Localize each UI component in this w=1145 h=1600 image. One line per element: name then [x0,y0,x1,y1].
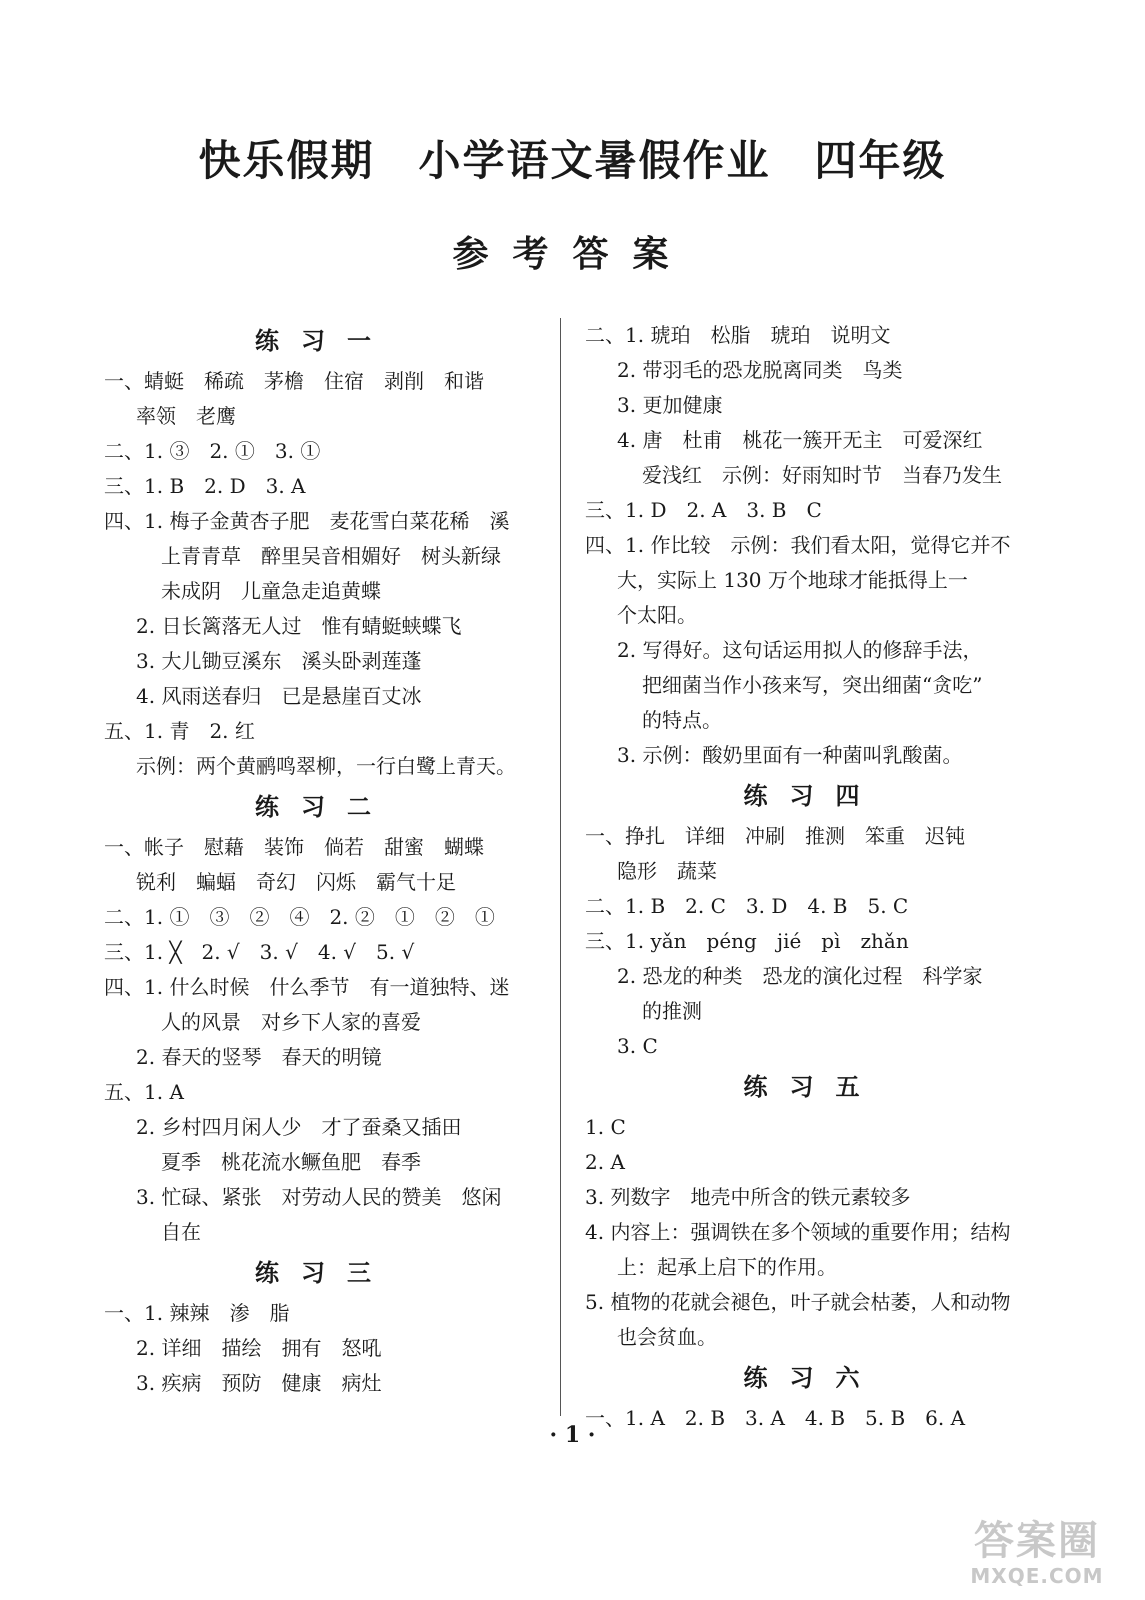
answer-line: 隐形 蔬菜 [617,859,717,883]
answer-line: 2. 恐龙的种类 恐龙的演化过程 科学家 [617,964,983,988]
answer-line: 3. 更加健康 [617,393,723,417]
answer-key-heading: 参考答案 [452,234,693,275]
answer-line: 一、挣扎 详细 冲刷 推测 笨重 迟钝 [585,824,965,848]
watermark-logo [937,1518,1137,1592]
answer-line: 2. 乡村四月闲人少 才了蚕桑又插田 [136,1115,462,1139]
answer-line: 2. 带羽毛的恐龙脱离同类 鸟类 [617,358,903,382]
answer-line: 把细菌当作小孩来写，突出细菌“贪吃” [642,673,983,697]
answer-line: 3. 疾病 预防 健康 病灶 [136,1371,382,1395]
section-title-exercise-3: 练习三 [255,1259,393,1287]
section-title-exercise-5: 练习五 [743,1073,882,1101]
answer-line: 2. 日长篱落无人过 惟有蜻蜓蛱蝶飞 [136,614,462,638]
answer-line: 三、1. yǎn péng jié pì zhǎn [585,929,909,953]
answer-line: 率领 老鹰 [136,404,236,428]
answer-line: 示例：两个黄鹂鸣翠柳，一行白鹭上青天。 [136,754,516,778]
answer-line: 4. 唐 杜甫 桃花一簇开无主 可爱深红 [617,428,983,452]
section-title-exercise-6: 练习六 [743,1364,882,1392]
answer-line: 3. C [617,1034,658,1058]
right-column [585,318,1040,1436]
answer-line: 四、1. 作比较 示例：我们看太阳，觉得它并不 [585,533,1011,557]
answer-line: 二、1. ① ③ ② ④ 2. ② ① ② ① [104,905,495,929]
answer-line: 4. 内容上：强调铁在多个领域的重要作用；结构 [585,1220,1011,1244]
answer-line: 三、1. ╳ 2. √ 3. √ 4. √ 5. √ [104,940,415,964]
answer-line: 四、1. 什么时候 什么季节 有一道独特、迷 [104,975,510,999]
answer-line: 2. 详细 描绘 拥有 怒吼 [136,1336,382,1360]
answer-line: 也会贫血。 [617,1325,717,1349]
answer-line: 上青青草 醉里吴音相媚好 树头新绿 [161,544,501,568]
answer-line: 二、1. B 2. C 3. D 4. B 5. C [585,894,909,918]
answer-line: 二、1. 琥珀 松脂 琥珀 说明文 [585,323,891,347]
answer-line: 2. 写得好。这句话运用拟人的修辞手法， [617,638,983,662]
column-divider [560,318,561,1416]
answer-line: 一、蜻蜓 稀疏 茅檐 住宿 剥削 和谐 [104,369,484,393]
answer-line: 的特点。 [642,708,722,732]
watermark-text: 答案圈 [974,1518,1100,1564]
answer-line: 一、帐子 慰藉 装饰 倘若 甜蜜 蝴蝶 [104,835,484,859]
answer-line: 4. 风雨送春归 已是悬崖百丈冰 [136,684,422,708]
answer-line: 个太阳。 [617,603,697,627]
watermark-domain: MXQE.COM [970,1564,1104,1588]
answer-line: 3. 大儿锄豆溪东 溪头卧剥莲蓬 [136,649,422,673]
answer-line: 一、1. 辣辣 渗 脂 [104,1301,290,1325]
section-title-exercise-1: 练习一 [255,327,393,355]
answer-line: 人的风景 对乡下人家的喜爱 [161,1010,421,1034]
answer-line: 3. 忙碌、紧张 对劳动人民的赞美 悠闲 [136,1185,502,1209]
answer-line: 四、1. 梅子金黄杏子肥 麦花雪白菜花稀 溪 [104,509,510,533]
section-title-exercise-2: 练习二 [255,793,393,821]
page-number: · 1 · [549,1422,596,1448]
section-title-exercise-4: 练习四 [743,782,882,810]
left-column [104,318,544,1401]
answer-line: 爱浅红 示例：好雨知时节 当春乃发生 [642,463,1002,487]
page-title: 快乐假期 小学语文暑假作业 四年级 [198,136,947,185]
answer-line: 上：起承上启下的作用。 [617,1255,837,1279]
answer-line: 自在 [161,1220,201,1244]
answer-line: 大，实际上 130 万个地球才能抵得上一 [617,568,968,592]
answer-line: 2. 春天的竖琴 春天的明镜 [136,1045,382,1069]
answer-line: 1. C [585,1115,626,1139]
answer-line: 五、1. A [104,1080,184,1104]
answer-line: 3. 示例：酸奶里面有一种菌叫乳酸菌。 [617,743,963,767]
answer-line: 的推测 [642,999,702,1023]
answer-line: 未成阴 儿童急走追黄蝶 [161,579,381,603]
answer-line: 5. 植物的花就会褪色，叶子就会枯萎，人和动物 [585,1290,1011,1314]
answer-line: 三、1. D 2. A 3. B C [585,498,822,522]
answer-line: 2. A [585,1150,625,1174]
answer-line: 三、1. B 2. D 3. A [104,474,306,498]
answer-line: 锐利 蝙蝠 奇幻 闪烁 霸气十足 [136,870,456,894]
answer-line: 一、1. A 2. B 3. A 4. B 5. B 6. A [585,1406,966,1430]
answer-line: 二、1. ③ 2. ① 3. ① [104,439,321,463]
answer-line: 夏季 桃花流水鳜鱼肥 春季 [161,1150,421,1174]
answer-line: 3. 列数字 地壳中所含的铁元素较多 [585,1185,911,1209]
answer-line: 五、1. 青 2. 红 [104,719,255,743]
